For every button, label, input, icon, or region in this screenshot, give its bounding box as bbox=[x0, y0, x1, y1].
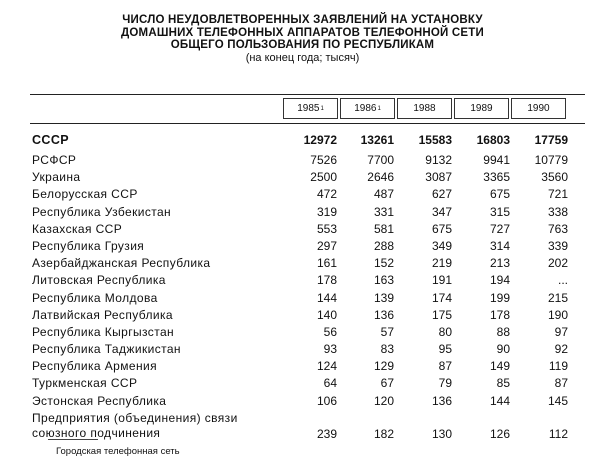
cell-value: 581 bbox=[373, 221, 394, 236]
cell-value: 9132 bbox=[425, 153, 452, 167]
row-label: Республика Молдова bbox=[32, 290, 158, 305]
table-row bbox=[30, 393, 590, 410]
cell-value: 3365 bbox=[483, 170, 510, 185]
cell-value: 67 bbox=[380, 376, 394, 391]
cell-value: 83 bbox=[380, 342, 394, 357]
cell-value: 202 bbox=[547, 256, 568, 271]
cell-value: 7526 bbox=[310, 153, 337, 167]
cell-value: 349 bbox=[431, 238, 452, 253]
cell-value: 239 bbox=[316, 426, 337, 441]
cell-value: 675 bbox=[489, 187, 510, 202]
cell-value: 93 bbox=[323, 342, 337, 357]
row-label: Республика Таджикистан bbox=[32, 342, 181, 357]
table-row bbox=[30, 358, 590, 375]
cell-value: 136 bbox=[373, 307, 394, 322]
row-label: Предприятия (объединения) связи союзного подчинения bbox=[32, 410, 238, 440]
cell-value: 721 bbox=[547, 187, 568, 202]
cell-value: 90 bbox=[496, 342, 510, 357]
header-rule bbox=[30, 123, 585, 124]
cell-value: 675 bbox=[431, 221, 452, 236]
footnote-mark: 1 bbox=[377, 105, 381, 112]
cell-value: 119 bbox=[548, 359, 568, 374]
table-row bbox=[30, 238, 590, 255]
cell-value: ... bbox=[557, 273, 568, 288]
row-label: Эстонская Республика bbox=[32, 393, 167, 408]
cell-value: 140 bbox=[316, 307, 337, 322]
title-subtitle: (на конец года; тысяч) bbox=[245, 51, 360, 64]
cell-value: 144 bbox=[316, 290, 337, 305]
cell-value: 487 bbox=[373, 187, 394, 202]
cell-value: 174 bbox=[431, 290, 452, 305]
year-header-cell bbox=[283, 98, 338, 119]
row-label: Украина bbox=[32, 170, 81, 185]
cell-value: 182 bbox=[373, 426, 394, 441]
cell-value: 213 bbox=[489, 256, 510, 271]
row-label: Белорусская ССР bbox=[32, 187, 138, 202]
cell-value: 17759 bbox=[534, 133, 568, 147]
cell-value: 319 bbox=[316, 204, 337, 219]
cell-value: 199 bbox=[489, 290, 510, 305]
cell-value: 215 bbox=[547, 290, 568, 305]
cell-value: 120 bbox=[373, 393, 394, 408]
cell-value: 194 bbox=[489, 273, 510, 288]
year-header-cell bbox=[454, 98, 509, 119]
cell-value: 145 bbox=[547, 393, 568, 408]
cell-value: 3087 bbox=[425, 170, 452, 185]
cell-value: 315 bbox=[489, 204, 510, 219]
row-label: Республика Армения bbox=[32, 359, 157, 374]
cell-value: 124 bbox=[316, 359, 337, 374]
cell-value: 163 bbox=[373, 273, 394, 288]
table-row bbox=[30, 169, 590, 186]
table-row bbox=[30, 186, 590, 203]
table-row bbox=[30, 272, 590, 289]
cell-value: 149 bbox=[489, 359, 510, 374]
cell-value: 472 bbox=[316, 187, 337, 202]
cell-value: 64 bbox=[323, 376, 337, 391]
row-label: Республика Кыргызстан bbox=[32, 324, 175, 339]
row-label: Туркменская ССР bbox=[32, 376, 138, 391]
cell-value: 112 bbox=[548, 426, 568, 441]
cell-value: 9941 bbox=[483, 153, 510, 167]
cell-value: 95 bbox=[438, 342, 452, 357]
cell-value: 87 bbox=[554, 376, 568, 391]
cell-value: 288 bbox=[373, 238, 394, 253]
cell-value: 15583 bbox=[418, 133, 452, 147]
cell-value: 297 bbox=[316, 238, 337, 253]
cell-value: 144 bbox=[489, 393, 510, 408]
cell-value: 553 bbox=[316, 221, 337, 236]
cell-value: 57 bbox=[380, 324, 394, 339]
cell-value: 331 bbox=[373, 204, 394, 219]
cell-value: 106 bbox=[316, 393, 337, 408]
cell-value: 338 bbox=[547, 204, 568, 219]
year-header-row bbox=[283, 98, 568, 119]
cell-value: 3560 bbox=[541, 170, 568, 185]
cell-value: 2646 bbox=[367, 170, 394, 185]
cell-value: 152 bbox=[373, 256, 394, 271]
cell-value: 2500 bbox=[310, 170, 337, 185]
row-label: Республика Грузия bbox=[32, 238, 145, 253]
table-row bbox=[30, 204, 590, 221]
footnote-rule bbox=[48, 439, 98, 440]
table-row bbox=[30, 324, 590, 341]
year-label: 1988 bbox=[413, 103, 436, 114]
row-label: Азербайджанская Республика bbox=[32, 256, 211, 271]
cell-value: 139 bbox=[373, 290, 394, 305]
year-label: 1985 bbox=[297, 103, 320, 114]
cell-value: 16803 bbox=[476, 133, 510, 147]
table-row bbox=[30, 290, 590, 307]
table-body bbox=[30, 132, 590, 444]
year-label: 1989 bbox=[470, 103, 493, 114]
cell-value: 178 bbox=[489, 307, 510, 322]
row-label: Казахская ССР bbox=[32, 221, 123, 236]
cell-value: 190 bbox=[547, 307, 568, 322]
table-title bbox=[0, 14, 605, 65]
title-line-3: ОБЩЕГО ПОЛЬЗОВАНИЯ ПО РЕСПУБЛИКАМ bbox=[170, 39, 435, 51]
table-row bbox=[30, 341, 590, 358]
table-row bbox=[30, 221, 590, 238]
cell-value: 727 bbox=[489, 221, 510, 236]
top-rule bbox=[30, 94, 585, 95]
table-row bbox=[30, 255, 590, 272]
cell-value: 85 bbox=[496, 376, 510, 391]
table-row bbox=[30, 132, 590, 152]
cell-value: 12972 bbox=[303, 133, 337, 147]
table-row bbox=[30, 375, 590, 392]
cell-value: 7700 bbox=[367, 153, 394, 167]
year-header-cell bbox=[397, 98, 452, 119]
table-row bbox=[30, 307, 590, 324]
year-label: 1990 bbox=[527, 103, 550, 114]
cell-value: 129 bbox=[373, 359, 394, 374]
cell-value: 175 bbox=[431, 307, 452, 322]
cell-value: 347 bbox=[431, 204, 452, 219]
year-header-cell bbox=[511, 98, 566, 119]
cell-value: 80 bbox=[438, 324, 452, 339]
cell-value: 10779 bbox=[534, 153, 568, 167]
cell-value: 56 bbox=[323, 324, 337, 339]
footnote-mark: 1 bbox=[320, 105, 324, 112]
cell-value: 92 bbox=[554, 342, 568, 357]
cell-value: 314 bbox=[489, 238, 510, 253]
cell-value: 191 bbox=[431, 273, 452, 288]
cell-value: 136 bbox=[431, 393, 452, 408]
cell-value: 87 bbox=[438, 359, 452, 374]
year-header-cell bbox=[340, 98, 395, 119]
cell-value: 161 bbox=[316, 256, 337, 271]
cell-value: 126 bbox=[489, 426, 510, 441]
title-line-1: ЧИСЛО НЕУДОВЛЕТВОРЕННЫХ ЗАЯВЛЕНИЙ НА УСТАНОВКУ bbox=[122, 14, 483, 26]
cell-value: 339 bbox=[547, 238, 568, 253]
cell-value: 627 bbox=[431, 187, 452, 202]
row-label: Республика Узбекистан bbox=[32, 204, 172, 219]
cell-value: 88 bbox=[496, 324, 510, 339]
row-label: Литовская Республика bbox=[32, 273, 166, 288]
cell-value: 178 bbox=[316, 273, 337, 288]
footnote: Городская телефонная сеть bbox=[56, 446, 180, 457]
row-label: Латвийская Республика bbox=[32, 307, 173, 322]
title-line-2: ДОМАШНИХ ТЕЛЕФОННЫХ АППАРАТОВ ТЕЛЕФОННОЙ СЕТИ bbox=[121, 26, 484, 39]
table-row bbox=[30, 410, 590, 444]
cell-value: 13261 bbox=[360, 133, 394, 147]
cell-value: 130 bbox=[431, 426, 452, 441]
cell-value: 763 bbox=[547, 221, 568, 236]
table-row bbox=[30, 152, 590, 169]
year-label: 1986 bbox=[354, 103, 377, 114]
row-label: СССР bbox=[32, 133, 70, 147]
cell-value: 79 bbox=[438, 376, 452, 391]
row-label: РСФСР bbox=[32, 153, 77, 167]
cell-value: 97 bbox=[554, 324, 568, 339]
cell-value: 219 bbox=[431, 256, 452, 271]
